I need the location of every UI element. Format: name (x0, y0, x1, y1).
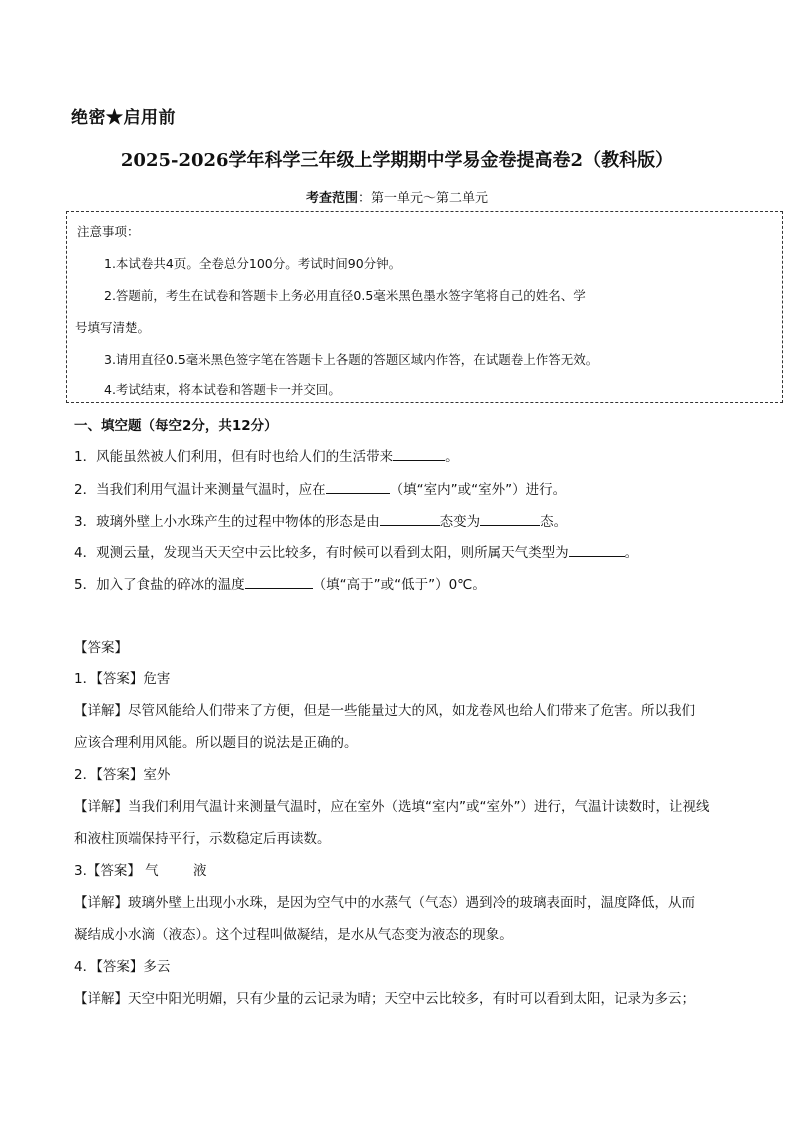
answer-1: 1．【答案】危害 (74, 671, 171, 687)
question-3-mid: 态变为 (439, 514, 481, 530)
scope-value: ：第一单元～第二单元 (358, 191, 489, 206)
question-3 (74, 510, 567, 530)
question-2-text: 2．当我们利用气温计来测量气温时，应在 (74, 482, 326, 498)
notice-item-1: 1.本试卷共4页。全卷总分100分。考试时间90分钟。 (104, 256, 402, 271)
detail-2-line-2: 和液柱顶端保持平行，示数稳定后再读数。 (74, 831, 331, 847)
confidential-label: 绝密★启用前 (71, 108, 176, 128)
question-3-end: 态。 (540, 514, 568, 530)
question-5-end: （填“高于”或“低于”）0℃。 (312, 577, 486, 593)
question-5-text: 5．加入了食盐的碎冰的温度 (74, 577, 245, 593)
answer-blank (245, 576, 313, 589)
answer-blank (393, 448, 445, 461)
detail-3-line-1: 【详解】玻璃外壁上出现小水珠，是因为空气中的水蒸气（气态）遇到冷的玻璃表面时，温度降低，从而 (74, 895, 695, 911)
notice-heading: 注意事项： (77, 224, 140, 239)
answers-heading: 【答案】 (74, 640, 128, 656)
exam-title: 2025-2026学年科学三年级上学期期中学易金卷提高卷2（教科版） (120, 150, 674, 171)
notice-box (66, 211, 783, 403)
question-1 (74, 445, 459, 465)
notice-item-2: 2.答题前，考生在试卷和答题卡上务必用直径0.5毫米黑色墨水签字笔将自己的姓名、学 (104, 288, 586, 303)
question-2 (74, 478, 566, 498)
notice-item-2-cont: 号填写清楚。 (75, 320, 151, 335)
scope-label: 考查范围 (305, 191, 358, 206)
detail-1-line-2: 应该合理利用风能。所以题目的说法是正确的。 (74, 735, 358, 751)
question-2-end: （填“室内”或“室外”）进行。 (389, 482, 567, 498)
question-4 (74, 541, 638, 561)
question-4-end: 。 (624, 545, 639, 561)
answer-blank (569, 544, 625, 557)
detail-4-line-1: 【详解】天空中阳光明媚，只有少量的云记录为晴；天空中云比较多，有时可以看到太阳，记录为多云； (74, 991, 695, 1007)
detail-3-line-2: 凝结成小水滴（液态）。这个过程叫做凝结，是水从气态变为液态的现象。 (74, 927, 513, 943)
question-3-text: 3．玻璃外壁上小水珠产生的过程中物体的形态是由 (74, 514, 380, 530)
exam-scope (0, 187, 794, 206)
answer-blank (326, 481, 390, 494)
detail-2-line-1: 【详解】当我们利用气温计来测量气温时，应在室外（选填“室内”或“室外”）进行，气温计读数时，让视线 (74, 799, 710, 815)
answer-blank (480, 513, 540, 526)
question-1-text: 1．风能虽然被人们利用，但有时也给人们的生活带来 (74, 449, 394, 465)
detail-1-line-1: 【详解】尽管风能给人们带来了方便，但是一些能量过大的风，如龙卷风也给人们带来了危害。所以我们 (74, 703, 695, 719)
answer-2: 2．【答案】室外 (74, 767, 171, 783)
question-4-text: 4．观测云量，发现当天天空中云比较多，有时候可以看到太阳，则所属天气类型为 (74, 545, 569, 561)
answer-3: 3.【答案】 气 液 (74, 863, 207, 879)
notice-item-4: 4.考试结束，将本试卷和答题卡一并交回。 (104, 382, 341, 397)
question-5 (74, 573, 486, 593)
answer-4: 4．【答案】多云 (74, 959, 171, 975)
notice-item-3: 3.请用直径0.5毫米黑色签字笔在答题卡上各题的答题区域内作答，在试题卷上作答无效。 (104, 352, 599, 367)
question-1-end: 。 (445, 449, 459, 465)
answer-blank (380, 513, 440, 526)
section-title: 一、填空题（每空2分，共12分） (74, 418, 278, 434)
